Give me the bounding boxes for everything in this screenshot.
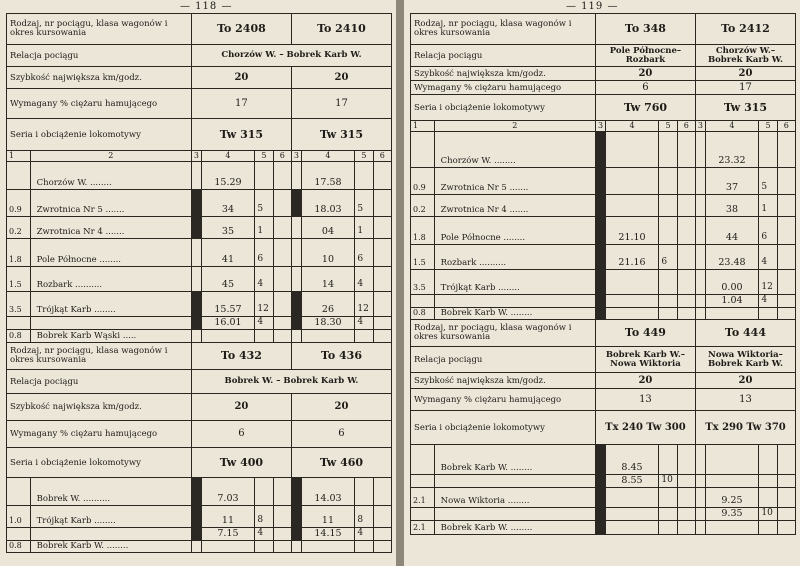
running-bar (191, 190, 201, 217)
km-cell: 2.1 (411, 521, 435, 535)
station-name: Nowa Wiktoria ........ (434, 488, 595, 508)
running-bar (291, 528, 301, 541)
running-bar (191, 478, 201, 506)
train-relation: Chorzów W.– Bobrek Karb W. (695, 45, 795, 67)
train-number: To 449 (595, 320, 695, 347)
time-cell: 14.03 (301, 478, 355, 506)
time-cell: 9.35 (705, 508, 759, 521)
minutes-cell: 1 (355, 217, 373, 239)
time-cell: 1.04 (705, 295, 759, 308)
table-row (7, 267, 392, 292)
table-row (7, 217, 392, 239)
label-brake: Wymagany % ciężaru hamującego (7, 89, 192, 119)
label-relation: Relacja pociągu (7, 370, 192, 394)
column-number: 3 (695, 121, 705, 132)
station-name: Chorzów W. ........ (434, 132, 595, 168)
station-name: Bobrek Karb W. ........ (434, 445, 595, 475)
time-cell: 18.30 (301, 317, 355, 330)
minutes-cell (659, 295, 677, 308)
km-cell: 0.8 (7, 541, 31, 553)
page-number-left: — 118 — (180, 1, 233, 12)
minutes-cell: 8 (255, 506, 273, 528)
minutes-cell (659, 195, 677, 217)
time-cell: 26 (301, 292, 355, 317)
speed-value: 20 (595, 67, 695, 81)
train-number: To 348 (595, 14, 695, 45)
table-row (7, 506, 392, 528)
running-bar (595, 488, 605, 508)
train-number: To 436 (291, 343, 391, 370)
table-row (7, 541, 392, 553)
running-bar (191, 317, 201, 330)
label-loco: Seria i obciążenie lokomotywy (7, 119, 192, 151)
column-number: 1 (7, 151, 31, 162)
train-relation: Chorzów W. – Bobrek Karb W. (191, 45, 391, 67)
left-page (0, 0, 396, 566)
loco-value: Tw 315 (695, 95, 795, 121)
loco-value: Tw 315 (191, 119, 291, 151)
speed-value: 20 (191, 394, 291, 421)
column-number: 4 (605, 121, 659, 132)
brake-value: 13 (695, 389, 795, 411)
label-speed: Szybkość największa km/godz. (7, 394, 192, 421)
minutes-cell (659, 132, 677, 168)
running-bar (595, 245, 605, 270)
column-number: 6 (677, 121, 695, 132)
minutes-cell: 6 (355, 239, 373, 267)
label-relation: Relacja pociągu (411, 347, 596, 373)
minutes-cell: 1 (759, 195, 777, 217)
table-row (411, 245, 796, 270)
brake-value: 6 (291, 421, 391, 448)
running-bar (191, 217, 201, 239)
speed-value: 20 (595, 373, 695, 389)
speed-value: 20 (695, 67, 795, 81)
running-bar (595, 195, 605, 217)
column-number: 5 (255, 151, 273, 162)
book-gutter (396, 0, 404, 566)
km-cell: 1.8 (7, 239, 31, 267)
label-brake: Wymagany % ciężaru hamującego (411, 389, 596, 411)
minutes-cell (659, 217, 677, 245)
time-cell: 23.32 (705, 132, 759, 168)
table-row (411, 270, 796, 295)
loco-value: Tw 400 (191, 448, 291, 478)
station-name: Trójkąt Karb ........ (434, 270, 595, 295)
column-number: 4 (705, 121, 759, 132)
brake-value: 6 (595, 81, 695, 95)
station-name: Bobrek Karb Wąski ..... (30, 330, 191, 343)
station-name: Pole Północne ........ (30, 239, 191, 267)
km-cell: 0.9 (7, 190, 31, 217)
table-row (411, 195, 796, 217)
loco-value: Tx 240 Tw 300 (595, 411, 695, 445)
train-number: To 2410 (291, 14, 391, 45)
time-cell: 34 (201, 190, 255, 217)
minutes-cell (659, 168, 677, 195)
brake-value: 17 (191, 89, 291, 119)
minutes-cell: 4 (759, 295, 777, 308)
minutes-cell: 12 (255, 292, 273, 317)
table-row (411, 488, 796, 508)
timetable-right (410, 13, 796, 535)
minutes-cell: 12 (759, 270, 777, 295)
time-cell: 35 (201, 217, 255, 239)
column-number: 5 (659, 121, 677, 132)
minutes-cell: 6 (255, 239, 273, 267)
train-number: To 432 (191, 343, 291, 370)
minutes-cell: 4 (355, 267, 373, 292)
label-train: Rodzaj, nr pociągu, klasa wagonów i okres kursowania (411, 14, 596, 45)
table-row (7, 330, 392, 343)
running-bar (291, 292, 301, 317)
station-name: Bobrek Karb W. ........ (30, 541, 191, 553)
running-bar (595, 475, 605, 488)
column-number: 6 (273, 151, 291, 162)
speed-value: 20 (291, 67, 391, 89)
station-name: Zwrotnica Nr 4 ....... (30, 217, 191, 239)
loco-value: Tw 315 (291, 119, 391, 151)
minutes-cell: 12 (355, 292, 373, 317)
running-bar (191, 528, 201, 541)
km-cell: 0.2 (7, 217, 31, 239)
time-cell: 11 (301, 506, 355, 528)
time-cell: 44 (705, 217, 759, 245)
minutes-cell: 4 (255, 317, 273, 330)
label-loco: Seria i obciążenie lokomotywy (411, 411, 596, 445)
time-cell: 15.57 (201, 292, 255, 317)
running-bar (595, 217, 605, 245)
running-bar (595, 132, 605, 168)
column-numbers (7, 151, 392, 162)
time-cell: 10 (301, 239, 355, 267)
train-number: To 2412 (695, 14, 795, 45)
minutes-cell (759, 132, 777, 168)
label-train: Rodzaj, nr pociągu, klasa wagonów i okres kursowania (7, 14, 192, 45)
running-bar (595, 521, 605, 535)
table-row (7, 317, 392, 330)
station-name: Rozbark .......... (434, 245, 595, 270)
minutes-cell: 5 (255, 190, 273, 217)
running-bar (191, 506, 201, 528)
column-number: 5 (355, 151, 373, 162)
column-number: 5 (759, 121, 777, 132)
minutes-cell (759, 488, 777, 508)
page-number-right: — 119 — (566, 1, 619, 12)
label-speed: Szybkość największa km/godz. (411, 67, 596, 81)
km-cell: 2.1 (411, 488, 435, 508)
station-name: Pole Północne ........ (434, 217, 595, 245)
time-cell: 14.15 (301, 528, 355, 541)
time-cell (605, 132, 659, 168)
train-relation: Bobrek Karb W.– Nowa Wiktoria (595, 347, 695, 373)
station-name: Bobrek W. .......... (30, 478, 191, 506)
label-brake: Wymagany % ciężaru hamującego (7, 421, 192, 448)
time-cell (605, 295, 659, 308)
minutes-cell: 4 (355, 528, 373, 541)
station-name: Bobrek Karb W. ........ (434, 308, 595, 320)
label-loco: Seria i obciążenie lokomotywy (411, 95, 596, 121)
timetable-left (6, 13, 392, 553)
speed-value: 20 (291, 394, 391, 421)
running-bar (291, 506, 301, 528)
running-bar (291, 478, 301, 506)
km-cell (411, 445, 435, 475)
minutes-cell (659, 445, 677, 475)
minutes-cell (255, 162, 273, 190)
station-name: Chorzów W. ........ (30, 162, 191, 190)
column-number: 1 (411, 121, 435, 132)
km-cell: 1.5 (7, 267, 31, 292)
train-relation: Bobrek W. – Bobrek Karb W. (191, 370, 391, 394)
time-cell (705, 445, 759, 475)
label-speed: Szybkość największa km/godz. (411, 373, 596, 389)
column-number: 4 (201, 151, 255, 162)
time-cell: 18.03 (301, 190, 355, 217)
station-name: Trójkąt Karb ........ (30, 292, 191, 317)
table-row (411, 475, 796, 488)
column-number: 2 (30, 151, 191, 162)
right-page (404, 0, 800, 566)
time-cell: 45 (201, 267, 255, 292)
minutes-cell (355, 478, 373, 506)
minutes-cell: 4 (255, 528, 273, 541)
running-bar (595, 445, 605, 475)
time-cell: 7.15 (201, 528, 255, 541)
table-row (411, 508, 796, 521)
train-relation: Pole Północne– Rozbark (595, 45, 695, 67)
train-number: To 2408 (191, 14, 291, 45)
table-row (411, 168, 796, 195)
time-cell: 8.55 (605, 475, 659, 488)
time-cell (605, 195, 659, 217)
km-cell: 0.2 (411, 195, 435, 217)
loco-value: Tw 760 (595, 95, 695, 121)
running-bar (291, 317, 301, 330)
running-bar (291, 190, 301, 217)
table-row (7, 190, 392, 217)
label-loco: Seria i obciążenie lokomotywy (7, 448, 192, 478)
column-numbers (411, 121, 796, 132)
minutes-cell: 6 (759, 217, 777, 245)
label-train: Rodzaj, nr pociągu, klasa wagonów i okres kursowania (7, 343, 192, 370)
minutes-cell: 5 (759, 168, 777, 195)
km-cell (7, 478, 31, 506)
time-cell: 21.16 (605, 245, 659, 270)
label-relation: Relacja pociągu (411, 45, 596, 67)
station-name: Rozbark .......... (30, 267, 191, 292)
loco-value: Tx 290 Tw 370 (695, 411, 795, 445)
running-bar (595, 308, 605, 320)
label-relation: Relacja pociągu (7, 45, 192, 67)
km-cell: 3.5 (411, 270, 435, 295)
km-cell: 0.8 (411, 308, 435, 320)
table-row (7, 239, 392, 267)
station-name: Zwrotnica Nr 5 ....... (30, 190, 191, 217)
table-row (411, 132, 796, 168)
brake-value: 17 (695, 81, 795, 95)
minutes-cell (759, 445, 777, 475)
minutes-cell: 4 (355, 317, 373, 330)
minutes-cell (355, 162, 373, 190)
minutes-cell: 4 (255, 267, 273, 292)
km-cell (7, 162, 31, 190)
station-name: Zwrotnica Nr 5 ....... (434, 168, 595, 195)
minutes-cell: 5 (355, 190, 373, 217)
table-row (7, 162, 392, 190)
brake-value: 17 (291, 89, 391, 119)
running-bar (595, 270, 605, 295)
minutes-cell: 8 (355, 506, 373, 528)
column-number: 2 (434, 121, 595, 132)
minutes-cell: 4 (759, 245, 777, 270)
label-train: Rodzaj, nr pociągu, klasa wagonów i okres kursowania (411, 320, 596, 347)
loco-value: Tw 460 (291, 448, 391, 478)
train-number: To 444 (695, 320, 795, 347)
time-cell: 9.25 (705, 488, 759, 508)
time-cell: 17.58 (301, 162, 355, 190)
column-number: 6 (373, 151, 391, 162)
running-bar (191, 292, 201, 317)
table-row (411, 295, 796, 308)
minutes-cell (659, 270, 677, 295)
label-brake: Wymagany % ciężaru hamującego (411, 81, 596, 95)
minutes-cell (255, 478, 273, 506)
brake-value: 13 (595, 389, 695, 411)
column-number: 3 (191, 151, 201, 162)
table-row (411, 445, 796, 475)
column-number: 3 (291, 151, 301, 162)
time-cell: 38 (705, 195, 759, 217)
train-relation: Nowa Wiktoria– Bobrek Karb W. (695, 347, 795, 373)
label-speed: Szybkość największa km/godz. (7, 67, 192, 89)
km-cell: 1.0 (7, 506, 31, 528)
km-cell: 0.9 (411, 168, 435, 195)
time-cell: 16.01 (201, 317, 255, 330)
minutes-cell: 6 (659, 245, 677, 270)
speed-value: 20 (191, 67, 291, 89)
station-name: Zwrotnica Nr 4 ....... (434, 195, 595, 217)
station-name: Bobrek Karb W. ........ (434, 521, 595, 535)
time-cell: 7.03 (201, 478, 255, 506)
time-cell: 14 (301, 267, 355, 292)
table-row (7, 478, 392, 506)
minutes-cell: 1 (255, 217, 273, 239)
column-number: 3 (595, 121, 605, 132)
km-cell: 0.8 (7, 330, 31, 343)
km-cell: 3.5 (7, 292, 31, 317)
time-cell: 8.45 (605, 445, 659, 475)
time-cell (605, 168, 659, 195)
running-bar (595, 295, 605, 308)
speed-value: 20 (695, 373, 795, 389)
km-cell: 1.8 (411, 217, 435, 245)
time-cell: 41 (201, 239, 255, 267)
running-bar (595, 168, 605, 195)
time-cell: 0.00 (705, 270, 759, 295)
table-row (7, 292, 392, 317)
km-cell: 1.5 (411, 245, 435, 270)
brake-value: 6 (191, 421, 291, 448)
table-row (411, 308, 796, 320)
running-bar (595, 508, 605, 521)
time-cell: 21.10 (605, 217, 659, 245)
km-cell (411, 132, 435, 168)
column-number: 4 (301, 151, 355, 162)
time-cell (605, 270, 659, 295)
time-cell: 37 (705, 168, 759, 195)
time-cell: 15.29 (201, 162, 255, 190)
column-number: 6 (777, 121, 795, 132)
table-row (411, 217, 796, 245)
time-cell: 11 (201, 506, 255, 528)
station-name: Trójkąt Karb ........ (30, 506, 191, 528)
table-row (7, 528, 392, 541)
minutes-cell: 10 (759, 508, 777, 521)
time-cell: 04 (301, 217, 355, 239)
table-row (411, 521, 796, 535)
minutes-cell: 10 (659, 475, 677, 488)
time-cell: 23.48 (705, 245, 759, 270)
